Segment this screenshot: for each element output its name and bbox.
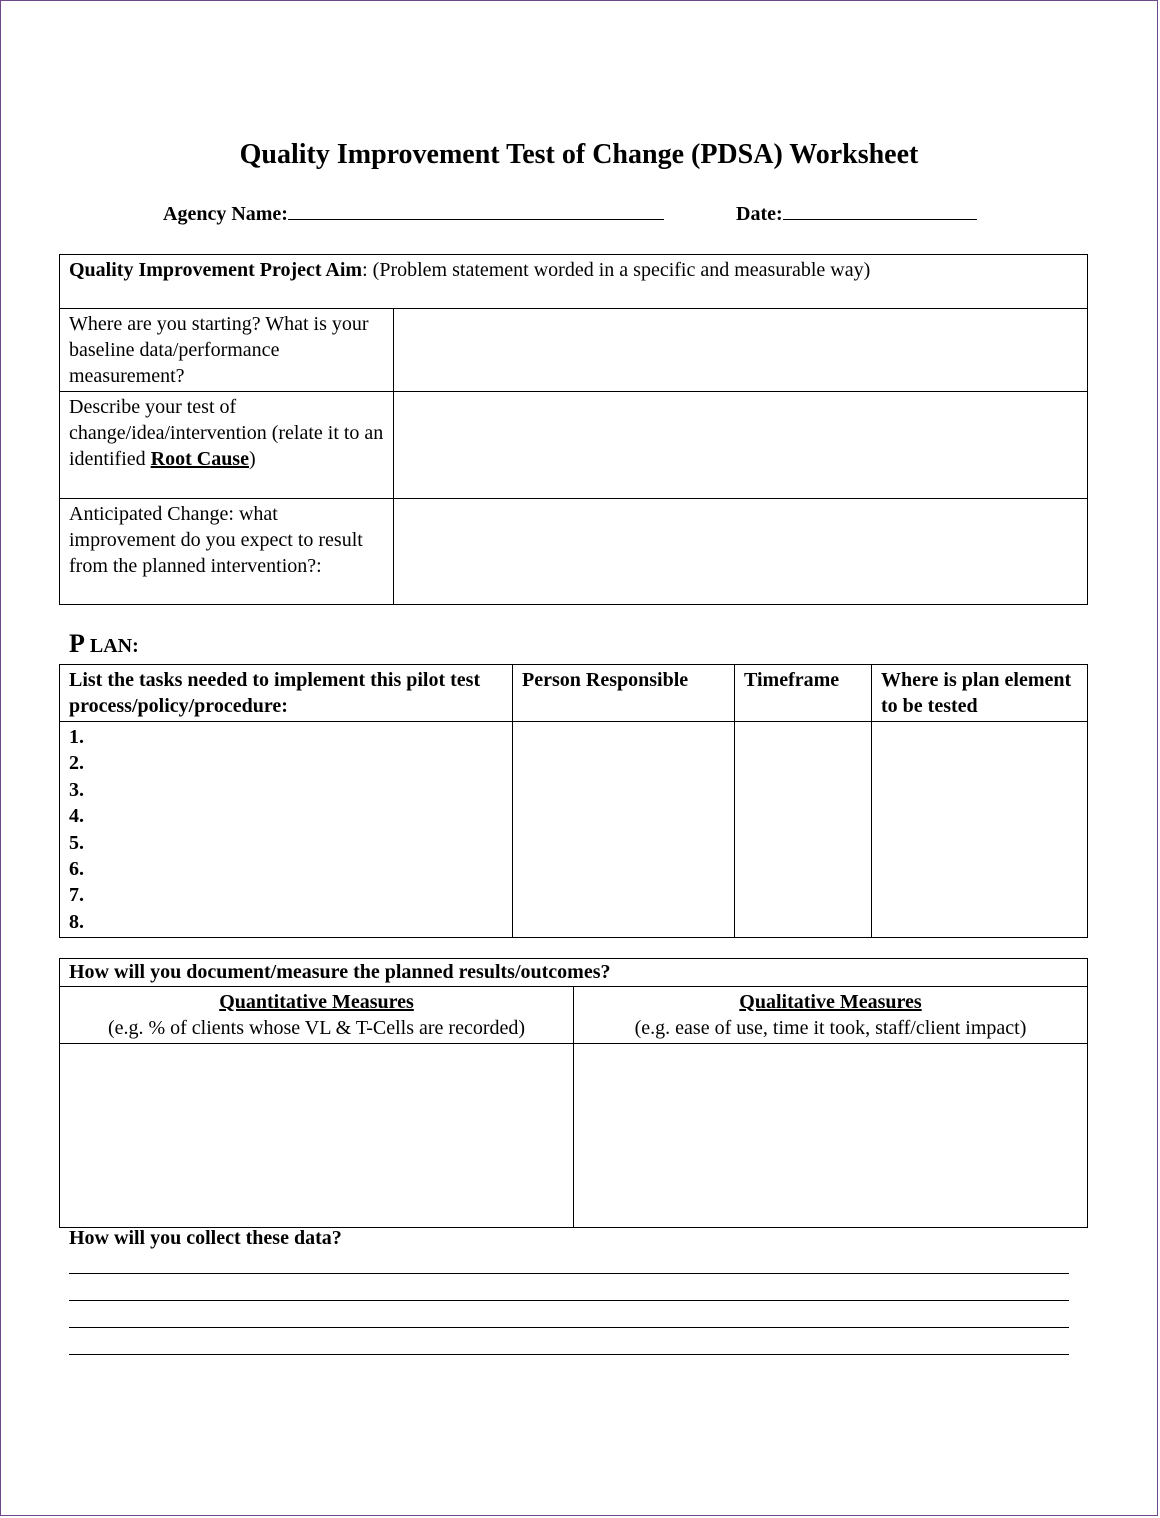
quantitative-header [60,987,574,1044]
test-of-change-row [60,392,1088,499]
task-number: 7. [69,884,84,907]
answer-line[interactable] [69,1273,1069,1274]
baseline-question: Where are you starting? What is your baseline data/performance measurement? [60,309,394,392]
aim-cell[interactable] [60,255,1088,309]
test-of-change-suffix: ) [248,448,256,470]
baseline-row [60,309,1088,392]
measures-question: How will you document/measure the planned results/outcomes? [60,959,1088,987]
aim-description: : (Problem statement worded in a specific and measurable way) [362,259,871,281]
task-number: 4. [69,805,84,828]
anticipated-change-row [60,499,1088,605]
qualitative-answer-cell[interactable] [574,1044,1088,1228]
plan-heading [69,629,139,659]
measures-question-row [60,959,1088,987]
measures-body-row [60,1044,1088,1228]
aim-row [60,255,1088,309]
plan-body-row [60,722,1088,938]
agency-name-label: Agency Name: [163,203,288,225]
tasks-cell[interactable] [60,722,513,938]
test-of-change-text: Describe your test of change/idea/intervention (relate it to an identified [69,396,384,470]
timeframe-header: Timeframe [735,665,872,722]
root-cause-emphasis: Root Cause [150,448,249,470]
person-responsible-cell[interactable] [513,722,735,938]
quantitative-title: Quantitative Measures [219,991,414,1013]
plan-heading-letter: P [69,629,85,658]
tasks-column-header: List the tasks needed to implement this pilot test process/policy/procedure: [60,665,513,722]
plan-heading-rest: LAN: [84,635,139,657]
task-number: 5. [69,831,84,854]
aim-label: Quality Improvement Project Aim [69,259,363,281]
anticipated-change-question: Anticipated Change: what improvement do you expect to result from the planned intervention?: [60,499,394,605]
page-title: Quality Improvement Test of Change (PDSA) Worksheet [239,139,919,170]
task-number: 8. [69,910,84,933]
measures-table [59,958,1088,1228]
anticipated-change-answer-cell[interactable] [394,499,1088,605]
answer-line[interactable] [69,1354,1069,1355]
baseline-answer-cell[interactable] [394,309,1088,392]
collect-data-question: How will you collect these data? [69,1227,342,1249]
timeframe-cell[interactable] [735,722,872,938]
task-number: 3. [69,778,84,801]
task-number: 2. [69,752,84,775]
task-number: 6. [69,858,84,881]
quantitative-answer-cell[interactable] [60,1044,574,1228]
quantitative-example: (e.g. % of clients whose VL & T-Cells are recorded) [107,1017,526,1039]
test-location-header: Where is plan element to be tested [872,665,1088,722]
date-label: Date: [736,203,783,225]
aim-table [59,254,1088,605]
test-of-change-question [60,392,394,499]
answer-line[interactable] [69,1327,1069,1328]
date-field [736,201,977,226]
date-blank[interactable] [783,201,977,220]
plan-header-row [60,665,1088,722]
agency-name-field [163,201,664,226]
measures-header-row [60,987,1088,1044]
answer-line[interactable] [69,1300,1069,1301]
qualitative-title: Qualitative Measures [739,991,922,1013]
plan-table [59,664,1088,938]
person-responsible-header: Person Responsible [513,665,735,722]
task-number: 1. [69,726,84,748]
qualitative-header [574,987,1088,1044]
test-location-cell[interactable] [872,722,1088,938]
agency-name-blank[interactable] [288,201,664,220]
test-of-change-answer-cell[interactable] [394,392,1088,499]
qualitative-example: (e.g. ease of use, time it took, staff/client impact) [634,1017,1027,1039]
